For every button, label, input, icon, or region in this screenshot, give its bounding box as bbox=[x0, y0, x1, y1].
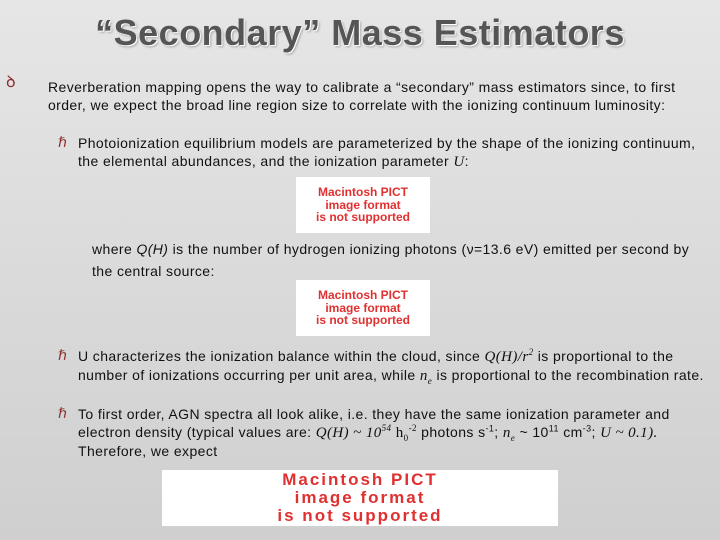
u-value: U ~ 0.1). bbox=[600, 425, 658, 441]
pict-line-1: Macintosh PICT bbox=[317, 185, 408, 200]
first-order-text: To first order, AGN spectra all look alike, i.e. they have the same ionization parameter and electron density (typical values are: bbox=[78, 406, 670, 440]
recombination-text: is proportional to the recombination rate. bbox=[436, 367, 704, 383]
pict-placeholder-equation-3 bbox=[162, 470, 558, 526]
hydrogen-photons-text: is the number of hydrogen ionizing photons ( bbox=[172, 241, 467, 257]
pict-line-2: image format bbox=[325, 197, 401, 212]
exponent: -2 bbox=[408, 423, 417, 433]
separator: ; bbox=[494, 424, 499, 440]
pict-placeholder-equation-2 bbox=[296, 280, 430, 336]
ionization-parameter-symbol: U bbox=[453, 154, 465, 170]
sub-bullet-icon: ℏ bbox=[58, 347, 67, 363]
pict-line-3: is not supported bbox=[316, 210, 410, 225]
exponent: 2 bbox=[528, 347, 534, 357]
sub-bullet-icon: ℏ bbox=[58, 134, 67, 150]
qh-over-r2 bbox=[485, 349, 534, 365]
separator: ; bbox=[591, 424, 596, 440]
pict-line-3: is not supported bbox=[277, 505, 443, 525]
paragraph-reverberation: Reverberation mapping opens the way to calibrate a “secondary” mass estimators since, to first order, we expect the broad line region size to correlate with the ionizing continuum luminosity: bbox=[48, 79, 676, 113]
pict-line-1: Macintosh PICT bbox=[317, 288, 408, 303]
colon: : bbox=[464, 153, 469, 169]
qh-value bbox=[316, 425, 392, 441]
subscript: e bbox=[427, 376, 433, 386]
pict-line-1: Macintosh PICT bbox=[282, 470, 438, 490]
therefore-text: Therefore, we expect bbox=[78, 443, 218, 459]
n-symbol: n bbox=[419, 368, 428, 384]
pict-line-3: is not supported bbox=[316, 313, 410, 328]
ne-symbol bbox=[503, 425, 515, 441]
exponent: -1 bbox=[485, 423, 495, 434]
pict-placeholder-equation-1 bbox=[296, 177, 430, 233]
photoionization-text: Photoionization equilibrium models are parameterized by the shape of the ionizing continuum, the elemental abundances, and the ionization parameter bbox=[78, 135, 696, 169]
qh-approx: Q(H) ~ 10 bbox=[315, 425, 382, 441]
qh-symbol: Q(H) bbox=[136, 241, 169, 257]
exponent: 54 bbox=[381, 423, 392, 433]
slide-title: “Secondary” Mass Estimators bbox=[95, 12, 625, 53]
ne-symbol bbox=[420, 368, 432, 384]
sub-bullet-icon: ℏ bbox=[58, 405, 67, 421]
paragraph-first-order bbox=[78, 405, 708, 460]
pict-line-2: image format bbox=[294, 488, 426, 508]
n-symbol: n bbox=[502, 425, 511, 441]
photons-text: photons s bbox=[421, 424, 486, 440]
exponent: -3 bbox=[582, 423, 592, 434]
paragraph-photoionization bbox=[78, 134, 698, 171]
where-text: where bbox=[92, 241, 133, 257]
subscript: 0 bbox=[403, 433, 409, 443]
nu-symbol: ν bbox=[466, 241, 474, 257]
u-characterizes-text: U characterizes the ionization balance within the cloud, since bbox=[78, 348, 481, 364]
pict-line-2: image format bbox=[325, 300, 401, 315]
ne-value: ~ 10 bbox=[519, 424, 549, 440]
paragraph-where-qh bbox=[92, 238, 692, 282]
exponent: 11 bbox=[548, 423, 559, 434]
h0-symbol bbox=[396, 425, 417, 441]
qh-r-symbol: Q(H)/r bbox=[484, 349, 529, 365]
energy-text: =13.6 eV) emitted per second by the central source: bbox=[92, 241, 690, 279]
paragraph-u-characterizes bbox=[78, 347, 708, 385]
bullet-icon: ꝺ bbox=[6, 74, 16, 91]
h-symbol: h bbox=[395, 425, 404, 441]
ionizations-text: is proportional to the number of ionizations occurring per unit area, while bbox=[78, 348, 674, 383]
cm-unit: cm bbox=[563, 424, 583, 440]
subscript: e bbox=[510, 433, 516, 443]
